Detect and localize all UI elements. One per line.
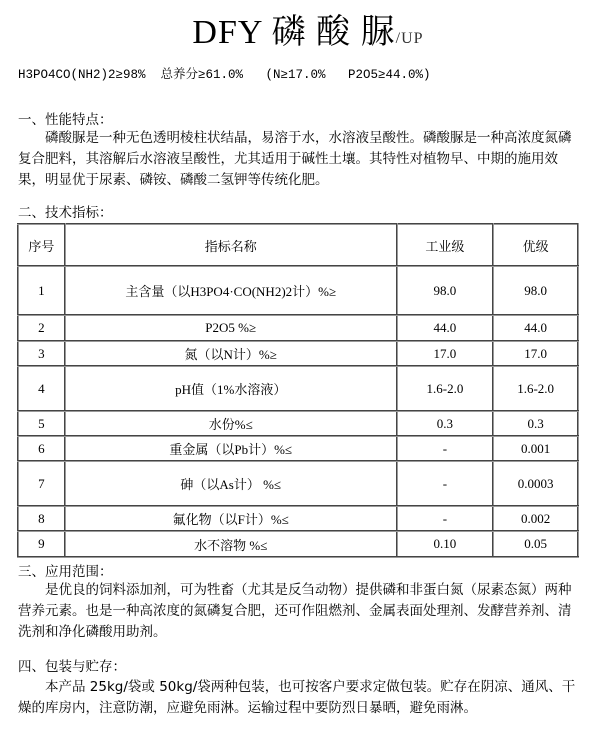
table-cell: 砷（以As计） %≤ (65, 461, 397, 506)
table-cell: 氟化物（以F计）%≤ (65, 506, 397, 531)
page-title (0, 4, 616, 53)
section-heading: 三、应用范围： (18, 564, 113, 580)
table-cell: 氮（以N计）%≥ (65, 341, 397, 366)
table-row (18, 461, 578, 506)
table-cell: - (397, 461, 494, 506)
table-row (18, 506, 578, 531)
table-cell: 6 (18, 436, 65, 461)
table-cell: 98.0 (493, 266, 578, 315)
table-cell: 0.0003 (493, 461, 578, 506)
formula-line: H3PO4CO(NH2)2≥98% 总养分≥61.0% (N≥17.0% P2O5≥44.0%) (18, 68, 431, 82)
table-row (18, 531, 578, 557)
title-suffix: /UP (395, 30, 424, 47)
table-cell: 17.0 (397, 341, 494, 366)
section-heading: 一、性能特点： (18, 112, 113, 128)
table-cell: - (397, 506, 494, 531)
table-cell: 44.0 (493, 315, 578, 341)
paragraph: 本产品 25kg/袋或 50kg/袋两种包装，也可按客户要求定做包装。贮存在阴凉、通风、干燥的库房内，注意防潮，应避免雨淋。运输过程中要防烈日暴晒，避免雨淋。 (18, 679, 576, 716)
table-cell: 重金属（以Pb计）%≤ (65, 436, 397, 461)
table-cell: 2 (18, 315, 65, 341)
table-cell: 3 (18, 341, 65, 366)
table-row (18, 436, 578, 461)
table-row (18, 341, 578, 366)
table-cell: 0.05 (493, 531, 578, 557)
table-cell: 水不溶物 %≤ (65, 531, 397, 557)
title-main: DFY 磷 酸 脲 (192, 14, 396, 51)
table-cell: - (397, 436, 494, 461)
table-row (18, 315, 578, 341)
section-heading: 四、包装与贮存： (18, 659, 126, 675)
table-cell: 1.6-2.0 (493, 366, 578, 411)
table-cell: 8 (18, 506, 65, 531)
table-cell: 98.0 (397, 266, 494, 315)
table-cell: 9 (18, 531, 65, 557)
table-cell: 4 (18, 366, 65, 411)
table-cell: 0.3 (397, 411, 494, 436)
table-cell: 17.0 (493, 341, 578, 366)
header-cell: 工业级 (397, 224, 494, 266)
table-row (18, 266, 578, 315)
paragraph: 是优良的饲料添加剂，可为牲畜（尤其是反刍动物）提供磷和非蛋白氮（尿素态氮）两种营养元素。也是一种高浓度的氮磷复合肥，还可作阻燃剂、金属表面处理剂、发酵营养剂、清洗剂和净化磷酸用助剂。 (18, 582, 572, 640)
table-row (18, 366, 578, 411)
table-cell: 7 (18, 461, 65, 506)
table-cell: 水份%≤ (65, 411, 397, 436)
spec-table (17, 223, 579, 558)
paragraph: 磷酸脲是一种无色透明棱柱状结晶，易溶于水，水溶液呈酸性。磷酸脲是一种高浓度氮磷复合肥料，其溶解后水溶液呈酸性，尤其适用于碱性土壤。其特性对植物早、中期的施用效果，明显优于尿素、磷铵、磷酸二氢钾等传统化肥。 (18, 130, 572, 188)
table-header-row (18, 224, 578, 266)
header-cell: 指标名称 (65, 224, 397, 266)
table-cell: 5 (18, 411, 65, 436)
table-cell: 1 (18, 266, 65, 315)
table-cell: 0.001 (493, 436, 578, 461)
header-cell: 优级 (493, 224, 578, 266)
table-cell: 主含量（以H3PO4·CO(NH2)2计）%≥ (65, 266, 397, 315)
table-cell: P2O5 %≥ (65, 315, 397, 341)
table-cell: 44.0 (397, 315, 494, 341)
table-cell: pH值（1%水溶液） (65, 366, 397, 411)
table-cell: 0.10 (397, 531, 494, 557)
table-cell: 0.3 (493, 411, 578, 436)
table-row (18, 411, 578, 436)
table-cell: 1.6-2.0 (397, 366, 494, 411)
table-cell: 0.002 (493, 506, 578, 531)
section-heading: 二、技术指标： (18, 205, 113, 221)
header-cell: 序号 (18, 224, 65, 266)
